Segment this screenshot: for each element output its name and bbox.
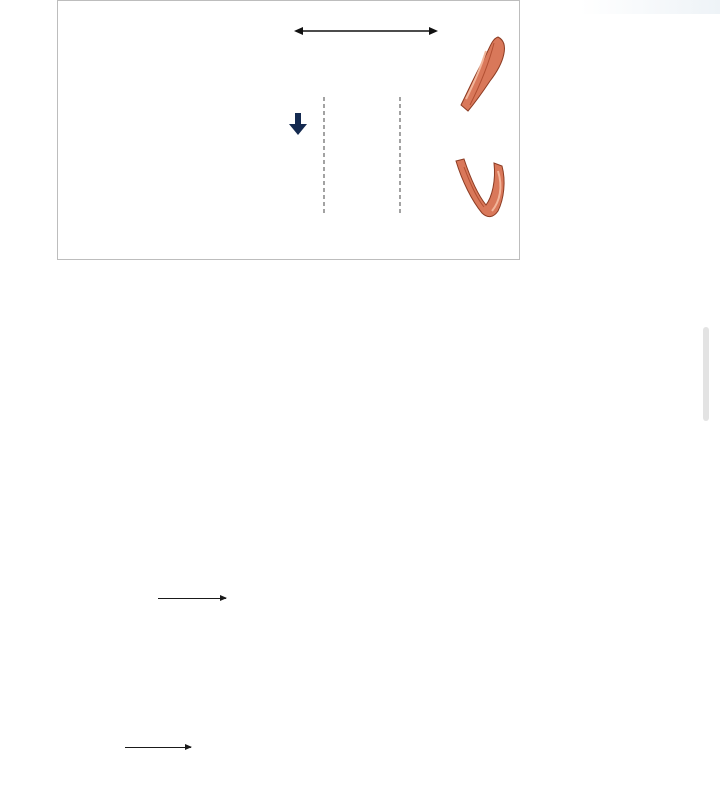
top-scroll-fade	[580, 0, 720, 14]
scrollbar[interactable]	[703, 327, 709, 421]
down-arrow-head	[289, 124, 307, 135]
sarcomere-diagram	[58, 1, 519, 259]
arrow-head-left	[294, 27, 303, 35]
muscle-relaxed-illustration	[461, 37, 504, 111]
down-arrow-shaft	[295, 113, 301, 125]
muscle-contracted-illustration	[456, 159, 504, 217]
sarcomere-figure	[57, 0, 520, 260]
arrow-head-right	[429, 27, 438, 35]
eq1-arrow	[158, 598, 226, 599]
eq2-arrow	[125, 747, 191, 748]
